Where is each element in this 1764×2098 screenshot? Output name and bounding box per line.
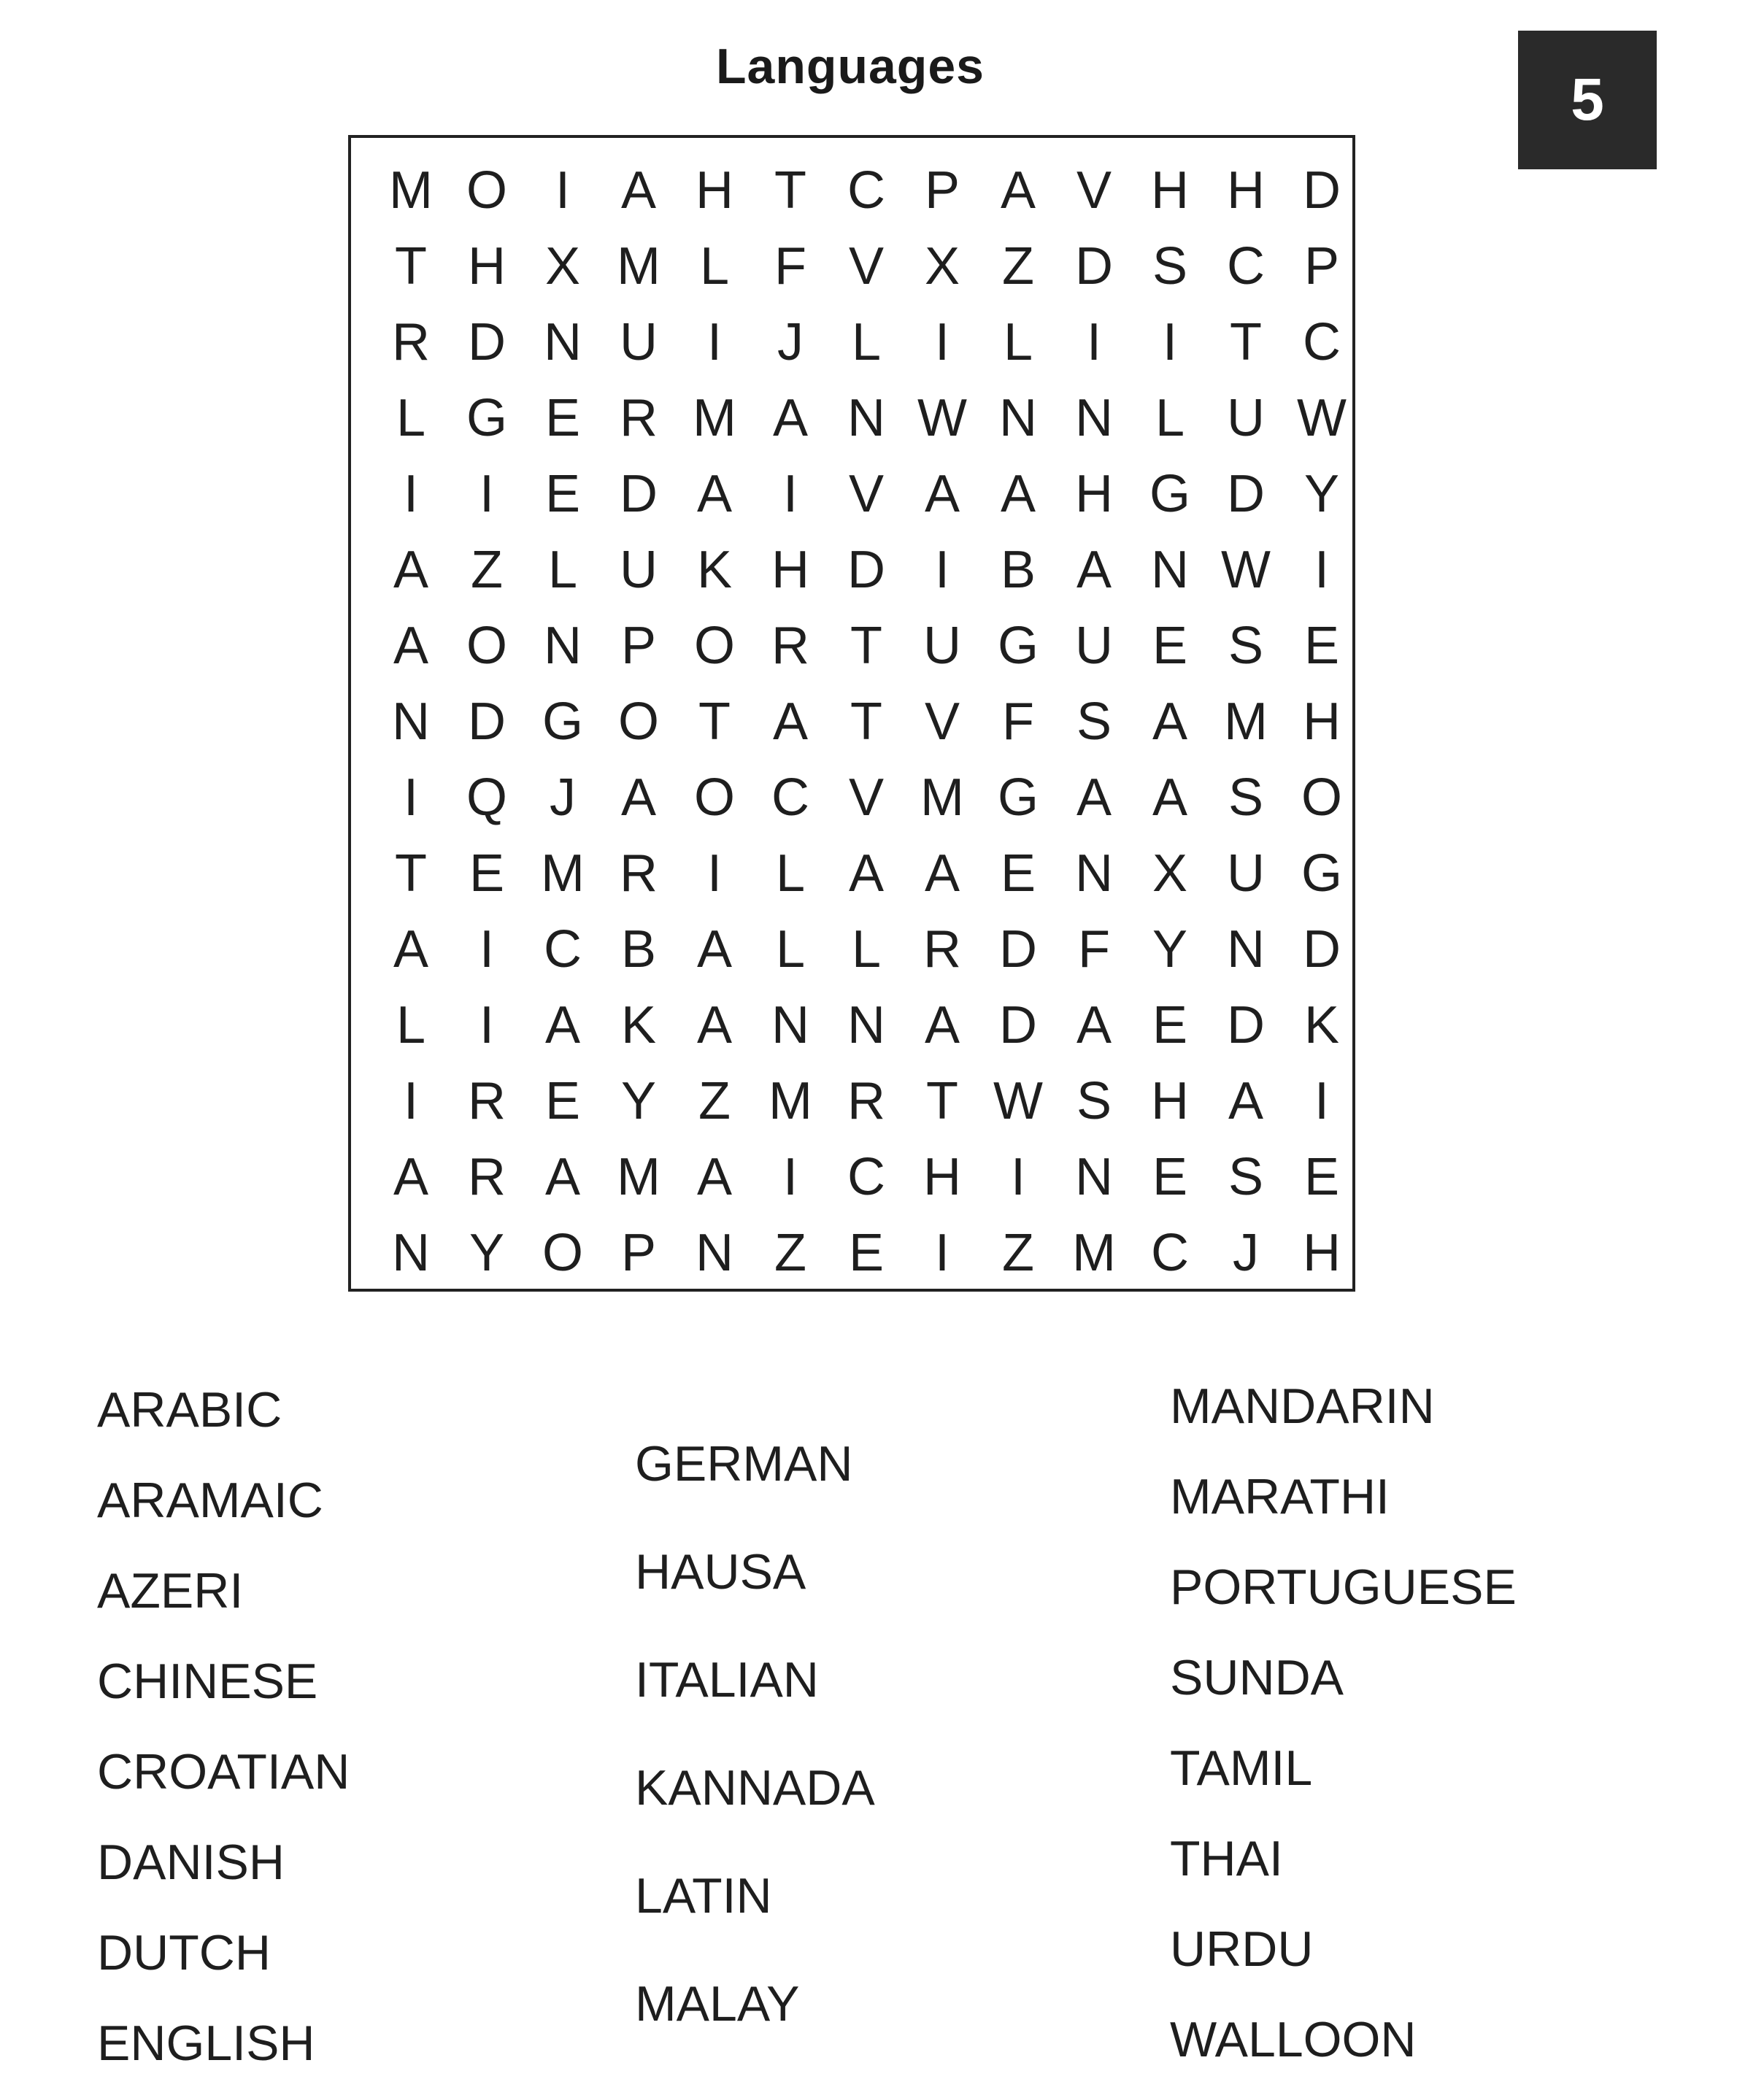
grid-letter[interactable]: L xyxy=(396,389,426,447)
grid-letter[interactable]: X xyxy=(924,237,960,296)
letter-grid xyxy=(373,153,1360,1291)
grid-letter[interactable]: X xyxy=(1152,844,1188,903)
grid-letter[interactable]: V xyxy=(848,768,885,827)
grid-letter[interactable]: H xyxy=(1227,161,1265,220)
word-list-item: THAI xyxy=(1170,1831,1283,1886)
grid-letter[interactable]: G xyxy=(997,768,1039,827)
grid-letter[interactable]: N xyxy=(392,693,430,751)
grid-letter[interactable]: J xyxy=(1233,1224,1259,1282)
grid-letter[interactable]: W xyxy=(1221,541,1271,599)
grid-letter[interactable]: L xyxy=(851,313,882,371)
grid-letter[interactable]: J xyxy=(550,768,576,827)
grid-letter[interactable]: H xyxy=(696,161,733,220)
grid-letter[interactable]: Y xyxy=(1303,465,1340,523)
grid-letter[interactable]: I xyxy=(403,465,418,523)
grid-letter[interactable]: M xyxy=(617,237,660,296)
word-list-item: MANDARIN xyxy=(1170,1378,1435,1434)
grid-letter[interactable]: Z xyxy=(471,541,503,599)
grid-letter[interactable]: A xyxy=(848,844,885,903)
word-list-item: MARATHI xyxy=(1170,1469,1390,1524)
grid-letter[interactable]: Z xyxy=(1002,237,1034,296)
grid-letter[interactable]: V xyxy=(1076,161,1112,220)
grid-letter[interactable]: M xyxy=(693,389,736,447)
grid-letter[interactable]: I xyxy=(555,161,570,220)
grid-letter[interactable]: O xyxy=(693,617,735,675)
grid-letter[interactable]: B xyxy=(1000,541,1036,599)
grid-letter[interactable]: H xyxy=(923,1148,961,1206)
grid-letter[interactable]: I xyxy=(1314,541,1329,599)
grid-letter[interactable]: A xyxy=(924,996,960,1054)
word-list-item: DANISH xyxy=(97,1835,285,1890)
grid-letter[interactable]: A xyxy=(772,693,809,751)
grid-letter[interactable]: C xyxy=(544,920,582,979)
grid-letter[interactable]: E xyxy=(1303,1148,1340,1206)
grid-letter[interactable]: C xyxy=(1151,1224,1189,1282)
grid-letter[interactable]: G xyxy=(1149,465,1190,523)
grid-letter[interactable]: N xyxy=(696,1224,733,1282)
grid-letter[interactable]: A xyxy=(1228,1072,1264,1130)
grid-letter[interactable]: N xyxy=(1227,920,1265,979)
grid-letter[interactable]: O xyxy=(466,617,507,675)
grid-letter[interactable]: T xyxy=(926,1072,958,1130)
word-list-item: AZERI xyxy=(97,1563,244,1619)
grid-letter[interactable]: M xyxy=(541,844,585,903)
grid-letter[interactable]: D xyxy=(468,693,506,751)
puzzle-title: Languages xyxy=(716,39,985,94)
grid-letter[interactable]: P xyxy=(620,1224,657,1282)
grid-letter[interactable]: T xyxy=(395,844,427,903)
grid-letter[interactable]: G xyxy=(466,389,507,447)
grid-letter[interactable]: S xyxy=(1152,237,1188,296)
grid-letter[interactable]: U xyxy=(620,541,658,599)
grid-letter[interactable]: A xyxy=(393,541,429,599)
grid-letter[interactable]: L xyxy=(396,996,426,1054)
grid-letter[interactable]: M xyxy=(1224,693,1268,751)
word-list-item: LATIN xyxy=(635,1868,772,1924)
grid-letter[interactable]: D xyxy=(1227,465,1265,523)
grid-letter[interactable]: O xyxy=(693,768,735,827)
grid-letter[interactable]: P xyxy=(1303,237,1340,296)
grid-letter[interactable]: E xyxy=(1303,617,1340,675)
grid-letter[interactable]: U xyxy=(923,617,961,675)
grid-letter[interactable]: Z xyxy=(698,1072,731,1130)
grid-letter[interactable]: U xyxy=(1227,844,1265,903)
grid-letter[interactable]: O xyxy=(466,161,507,220)
grid-letter[interactable]: A xyxy=(924,465,960,523)
grid-letter[interactable]: A xyxy=(393,617,429,675)
grid-letter[interactable]: M xyxy=(1072,1224,1116,1282)
grid-letter[interactable]: L xyxy=(699,237,730,296)
grid-letter[interactable]: A xyxy=(1076,768,1112,827)
grid-letter[interactable]: I xyxy=(479,996,494,1054)
page-number: 5 xyxy=(1571,66,1604,133)
grid-letter[interactable]: E xyxy=(1152,996,1188,1054)
grid-letter[interactable]: I xyxy=(1086,313,1101,371)
grid-letter[interactable]: I xyxy=(479,465,494,523)
grid-letter[interactable]: A xyxy=(696,996,733,1054)
grid-letter[interactable]: I xyxy=(934,1224,950,1282)
grid-letter[interactable]: T xyxy=(1230,313,1262,371)
grid-letter[interactable]: K xyxy=(620,996,657,1054)
grid-letter[interactable]: B xyxy=(620,920,657,979)
grid-letter[interactable]: W xyxy=(917,389,967,447)
grid-letter[interactable]: O xyxy=(542,1224,583,1282)
grid-letter[interactable]: I xyxy=(479,920,494,979)
grid-letter[interactable]: N xyxy=(1075,844,1113,903)
grid-letter[interactable]: F xyxy=(1002,693,1034,751)
grid-letter[interactable]: D xyxy=(999,920,1037,979)
word-list-column-3 xyxy=(1170,1361,1517,2085)
grid-letter[interactable]: G xyxy=(997,617,1039,675)
grid-letter[interactable]: H xyxy=(1151,161,1189,220)
page-number-badge xyxy=(1518,31,1657,169)
word-list-item: CHINESE xyxy=(97,1654,318,1709)
grid-letter[interactable]: R xyxy=(923,920,961,979)
grid-letter[interactable]: E xyxy=(544,389,581,447)
grid-letter[interactable]: D xyxy=(468,313,506,371)
letter-grid-frame xyxy=(348,135,1355,1292)
grid-letter[interactable]: W xyxy=(1297,389,1347,447)
grid-letter[interactable]: I xyxy=(706,313,722,371)
word-list-item: PORTUGUESE xyxy=(1170,1559,1517,1615)
grid-letter[interactable]: G xyxy=(542,693,583,751)
grid-letter[interactable]: N xyxy=(847,389,885,447)
word-list-item: KANNADA xyxy=(635,1760,875,1816)
grid-letter[interactable]: I xyxy=(1162,313,1177,371)
grid-letter[interactable]: F xyxy=(774,237,806,296)
grid-letter[interactable]: S xyxy=(1076,693,1112,751)
grid-letter[interactable]: M xyxy=(769,1072,812,1130)
grid-letter[interactable]: G xyxy=(1301,844,1342,903)
grid-letter[interactable]: R xyxy=(620,844,658,903)
grid-letter[interactable]: E xyxy=(469,844,505,903)
word-list-item: ITALIAN xyxy=(635,1652,819,1708)
grid-letter[interactable]: R xyxy=(468,1072,506,1130)
word-list-item: HAUSA xyxy=(635,1544,806,1600)
grid-letter[interactable]: N xyxy=(999,389,1037,447)
grid-letter[interactable]: N xyxy=(847,996,885,1054)
grid-letter[interactable]: H xyxy=(1303,693,1341,751)
grid-letter[interactable]: N xyxy=(544,617,582,675)
grid-letter[interactable]: A xyxy=(1076,541,1112,599)
word-list-item: ENGLISH xyxy=(97,2016,315,2071)
grid-letter[interactable]: M xyxy=(617,1148,660,1206)
grid-letter[interactable]: X xyxy=(544,237,581,296)
grid-letter[interactable]: S xyxy=(1076,1072,1112,1130)
grid-letter[interactable]: A xyxy=(544,1148,581,1206)
grid-letter[interactable]: J xyxy=(777,313,804,371)
grid-letter[interactable]: Y xyxy=(1152,920,1188,979)
word-list-item: URDU xyxy=(1170,1921,1314,1977)
grid-letter[interactable]: I xyxy=(934,313,950,371)
grid-letter[interactable]: I xyxy=(782,1148,798,1206)
grid-letter[interactable]: U xyxy=(1075,617,1113,675)
grid-letter[interactable]: D xyxy=(620,465,658,523)
grid-letter[interactable]: I xyxy=(403,1072,418,1130)
grid-letter[interactable]: P xyxy=(924,161,960,220)
grid-letter[interactable]: Y xyxy=(469,1224,505,1282)
grid-letter[interactable]: I xyxy=(934,541,950,599)
word-list-item: WALLOON xyxy=(1170,2012,1417,2067)
word-list-item: SUNDA xyxy=(1170,1650,1344,1705)
grid-letter[interactable]: K xyxy=(696,541,733,599)
grid-letter[interactable]: A xyxy=(620,768,657,827)
grid-letter[interactable]: L xyxy=(1155,389,1185,447)
word-list-item: GERMAN xyxy=(635,1436,853,1492)
grid-letter[interactable]: A xyxy=(620,161,657,220)
word-list-item: DUTCH xyxy=(97,1925,271,1981)
grid-letter[interactable]: S xyxy=(1228,1148,1264,1206)
grid-letter[interactable]: R xyxy=(468,1148,506,1206)
grid-letter[interactable]: R xyxy=(620,389,658,447)
grid-letter[interactable]: O xyxy=(1301,768,1342,827)
grid-letter[interactable]: N xyxy=(392,1224,430,1282)
grid-letter[interactable]: C xyxy=(1227,237,1265,296)
grid-letter[interactable]: R xyxy=(771,617,809,675)
grid-letter[interactable]: L xyxy=(775,920,806,979)
grid-letter[interactable]: S xyxy=(1228,617,1264,675)
grid-letter[interactable]: V xyxy=(848,465,885,523)
grid-letter[interactable]: E xyxy=(544,465,581,523)
grid-letter[interactable]: C xyxy=(847,161,885,220)
word-list-item: ARABIC xyxy=(97,1382,282,1438)
grid-letter[interactable]: Z xyxy=(774,1224,806,1282)
grid-letter[interactable]: A xyxy=(696,465,733,523)
grid-letter[interactable]: Z xyxy=(1002,1224,1034,1282)
grid-letter[interactable]: N xyxy=(1075,389,1113,447)
grid-letter[interactable]: D xyxy=(847,541,885,599)
grid-letter[interactable]: V xyxy=(848,237,885,296)
grid-letter[interactable]: E xyxy=(848,1224,885,1282)
grid-letter[interactable]: T xyxy=(774,161,806,220)
grid-letter[interactable]: I xyxy=(403,768,418,827)
grid-letter[interactable]: H xyxy=(1303,1224,1341,1282)
grid-letter[interactable]: N xyxy=(771,996,809,1054)
grid-letter[interactable]: Y xyxy=(620,1072,657,1130)
grid-letter[interactable]: R xyxy=(392,313,430,371)
grid-letter[interactable]: A xyxy=(924,844,960,903)
grid-letter[interactable]: F xyxy=(1078,920,1110,979)
grid-letter[interactable]: L xyxy=(775,844,806,903)
grid-letter[interactable]: K xyxy=(1303,996,1340,1054)
grid-letter[interactable]: L xyxy=(1003,313,1033,371)
grid-letter[interactable]: I xyxy=(706,844,722,903)
grid-letter[interactable]: A xyxy=(1152,693,1188,751)
grid-letter[interactable]: E xyxy=(544,1072,581,1130)
grid-letter[interactable]: C xyxy=(1303,313,1341,371)
grid-letter[interactable]: Q xyxy=(466,768,507,827)
grid-letter[interactable]: H xyxy=(1151,1072,1189,1130)
grid-letter[interactable]: T xyxy=(698,693,731,751)
grid-letter[interactable]: N xyxy=(1075,1148,1113,1206)
grid-letter[interactable]: D xyxy=(999,996,1037,1054)
word-list-column-2 xyxy=(635,1410,875,2058)
word-list-item: TAMIL xyxy=(1170,1740,1313,1796)
grid-letter[interactable]: M xyxy=(389,161,433,220)
grid-letter[interactable]: N xyxy=(1151,541,1189,599)
grid-letter[interactable]: D xyxy=(1303,161,1341,220)
word-list-item: CROATIAN xyxy=(97,1744,350,1800)
word-list-column-1 xyxy=(97,1365,350,2089)
grid-letter[interactable]: A xyxy=(1152,768,1188,827)
grid-letter[interactable]: A xyxy=(393,920,429,979)
grid-letter[interactable]: H xyxy=(771,541,809,599)
grid-letter[interactable]: D xyxy=(1227,996,1265,1054)
grid-letter[interactable]: A xyxy=(1076,996,1112,1054)
grid-letter[interactable]: C xyxy=(847,1148,885,1206)
grid-letter[interactable]: R xyxy=(847,1072,885,1130)
grid-letter[interactable]: L xyxy=(547,541,578,599)
grid-letter[interactable]: M xyxy=(920,768,964,827)
grid-letter[interactable]: E xyxy=(1152,617,1188,675)
grid-letter[interactable]: I xyxy=(1314,1072,1329,1130)
grid-letter[interactable]: D xyxy=(1075,237,1113,296)
grid-letter[interactable]: V xyxy=(924,693,960,751)
grid-letter[interactable]: P xyxy=(620,617,657,675)
grid-letter[interactable]: I xyxy=(782,465,798,523)
grid-letter[interactable]: O xyxy=(617,693,659,751)
grid-letter[interactable]: D xyxy=(1303,920,1341,979)
grid-letter[interactable]: C xyxy=(771,768,809,827)
grid-letter[interactable]: T xyxy=(850,617,882,675)
grid-letter[interactable]: U xyxy=(620,313,658,371)
grid-letter[interactable]: U xyxy=(1227,389,1265,447)
grid-letter[interactable]: N xyxy=(544,313,582,371)
grid-letter[interactable]: I xyxy=(1010,1148,1025,1206)
grid-letter[interactable]: A xyxy=(393,1148,429,1206)
word-list-item: MALAY xyxy=(635,1976,800,2032)
grid-letter[interactable]: H xyxy=(468,237,506,296)
word-list-item: ARAMAIC xyxy=(97,1473,323,1528)
grid-letter[interactable]: A xyxy=(772,389,809,447)
grid-letter[interactable]: W xyxy=(993,1072,1043,1130)
grid-letter[interactable]: A xyxy=(1000,465,1036,523)
grid-letter[interactable]: E xyxy=(1000,844,1036,903)
grid-letter[interactable]: H xyxy=(1075,465,1113,523)
grid-letter[interactable]: L xyxy=(851,920,882,979)
grid-letter[interactable]: A xyxy=(544,996,581,1054)
grid-letter[interactable]: A xyxy=(696,1148,733,1206)
grid-letter[interactable]: T xyxy=(850,693,882,751)
grid-letter[interactable]: A xyxy=(1000,161,1036,220)
grid-letter[interactable]: E xyxy=(1152,1148,1188,1206)
grid-letter[interactable]: S xyxy=(1228,768,1264,827)
grid-letter[interactable]: T xyxy=(395,237,427,296)
grid-letter[interactable]: A xyxy=(696,920,733,979)
